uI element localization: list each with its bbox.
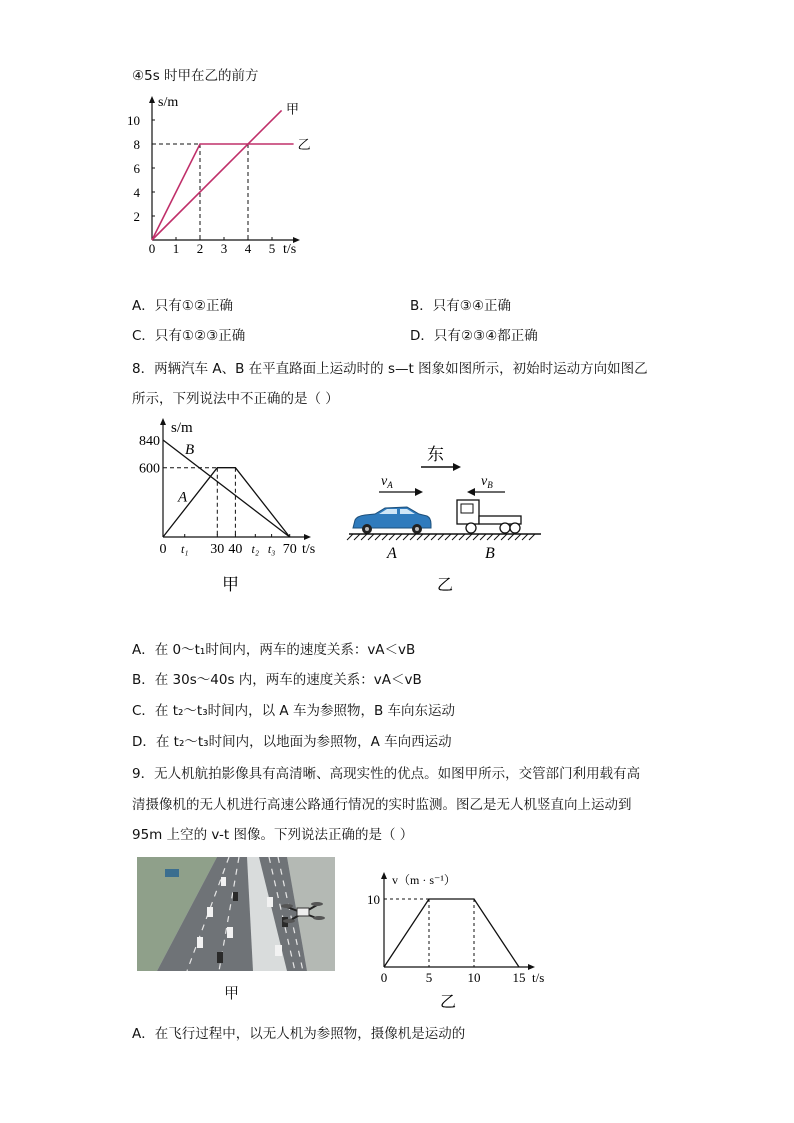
q8-option-b: B．在 30s～40s 内，两车的速度关系：vA＜vB xyxy=(132,672,422,688)
q8-option-a: A．在 0～t₁时间内，两车的速度关系：vA＜vB xyxy=(132,642,416,658)
hatch-mark xyxy=(396,534,402,540)
q9-stem-line2: 清摄像机的无人机进行高速公路通行情况的实时监测。图乙是无人机竖直向上运动到 xyxy=(132,797,632,813)
q7-option-b: B．只有③④正确 xyxy=(410,298,511,314)
x-tick-label: 70 xyxy=(282,542,297,557)
q9-vt-chart xyxy=(360,862,555,1017)
hatch-mark xyxy=(501,534,507,540)
scene-caption: 乙 xyxy=(437,577,454,594)
y-axis-arrow xyxy=(149,96,155,103)
hatch-mark xyxy=(361,534,367,540)
x-axis-label: t/s xyxy=(302,542,316,557)
x-tick-label: t₂ xyxy=(251,542,260,556)
x-axis-label: t/s xyxy=(532,970,545,985)
y-axis-arrow xyxy=(160,418,166,425)
series-label-a: A xyxy=(178,489,188,506)
q9-stem-line1: 9．无人机航拍影像具有高清晰、高现实性的优点。如图甲所示，交管部门利用载有高 xyxy=(132,766,641,782)
x-tick-label: 2 xyxy=(196,241,204,256)
series-line-b xyxy=(163,440,290,537)
x-tick-label: 5 xyxy=(425,970,433,985)
x-tick-label: t₃ xyxy=(267,542,276,556)
car-a xyxy=(353,507,431,534)
east-label: 东 xyxy=(427,445,444,464)
hatch-mark xyxy=(487,534,493,540)
hatch-mark xyxy=(529,534,535,540)
x-tick-label: 40 xyxy=(228,542,243,557)
x-tick-label: 3 xyxy=(220,241,228,256)
y-axis-arrow xyxy=(381,872,387,879)
chart-caption: 甲 xyxy=(222,575,239,594)
hatch-mark xyxy=(403,534,409,540)
y-axis-label: v（m · s⁻¹） xyxy=(392,873,456,887)
q7-statement-4: ④5s 时甲在乙的前方 xyxy=(132,68,259,84)
hatch-mark xyxy=(473,534,479,540)
x-tick-label: 4 xyxy=(244,241,252,256)
truck-b xyxy=(457,500,521,533)
q7-option-c: C．只有①②③正确 xyxy=(132,328,246,344)
series-label-jia: 甲 xyxy=(286,101,300,117)
y-tick-840: 840 xyxy=(139,433,160,449)
series-line-jia xyxy=(152,110,282,240)
hatch-mark xyxy=(375,534,381,540)
hatch-mark xyxy=(417,534,423,540)
y-tick-label: 8 xyxy=(133,137,140,152)
y-tick-label: 10 xyxy=(127,113,140,128)
x-tick-label: 10 xyxy=(467,970,481,985)
hatch-mark xyxy=(522,534,528,540)
x-tick-label: 1 xyxy=(172,241,180,256)
east-arrowhead xyxy=(453,463,461,471)
q8-option-d: D．在 t₂～t₃时间内，以地面为参照物，A 车向西运动 xyxy=(132,734,452,750)
series-label-yi: 乙 xyxy=(297,137,311,152)
x-tick-label: 15 xyxy=(512,970,526,985)
hatch-mark xyxy=(382,534,388,540)
hatch-mark xyxy=(410,534,416,540)
photo-caption: 甲 xyxy=(224,984,240,1002)
hatch-mark xyxy=(515,534,521,540)
hatch-mark xyxy=(459,534,465,540)
x-tick-label: 30 xyxy=(210,542,225,557)
hatch-mark xyxy=(466,534,472,540)
vb-arrowhead xyxy=(467,488,475,496)
y-axis-label: s/m xyxy=(171,420,193,436)
truck-b-label: B xyxy=(485,545,495,562)
series-label-b: B xyxy=(185,441,195,458)
va-arrowhead xyxy=(415,488,423,496)
hatch-mark xyxy=(452,534,458,540)
q8-stem-line2: 所示，下列说法中不正确的是（ ） xyxy=(132,391,339,407)
q8-stem-line1: 8．两辆汽车 A、B 在平直路面上运动时的 s—t 图象如图所示，初始时运动方向如图乙 xyxy=(132,361,648,377)
hatch-mark xyxy=(445,534,451,540)
q9-option-a: A．在飞行过程中，以无人机为参照物，摄像机是运动的 xyxy=(132,1026,466,1042)
velocity-line xyxy=(384,899,519,967)
x-tick-label: 0 xyxy=(380,970,388,985)
q8-option-c: C．在 t₂～t₃时间内，以 A 车为参照物，B 车向东运动 xyxy=(132,703,455,719)
series-line-yi xyxy=(152,144,294,240)
y-axis-label: s/m xyxy=(158,95,179,110)
drone-highway-photo xyxy=(137,857,335,971)
x-tick-label: 0 xyxy=(159,542,167,557)
x-tick-label: t₁ xyxy=(180,542,189,556)
x-tick-label: 0 xyxy=(148,241,156,256)
x-axis-arrow xyxy=(304,534,311,540)
y-tick-600: 600 xyxy=(139,461,160,477)
chart-caption: 乙 xyxy=(440,994,457,1011)
hatch-mark xyxy=(508,534,514,540)
vb-label: $v_B$ xyxy=(481,474,493,490)
hatch-mark xyxy=(431,534,437,540)
q7-option-d: D．只有②③④都正确 xyxy=(410,328,538,344)
hatch-mark xyxy=(494,534,500,540)
y-tick-10: 10 xyxy=(367,892,380,907)
x-axis-label: t/s xyxy=(283,242,297,257)
q9-stem-line3: 95m 上空的 v-t 图像。下列说法正确的是（ ） xyxy=(132,827,414,843)
hatch-mark xyxy=(354,534,360,540)
hatch-mark xyxy=(424,534,430,540)
x-tick-label: 5 xyxy=(268,241,276,256)
hatch-mark xyxy=(368,534,374,540)
q7-st-chart xyxy=(125,90,325,260)
q8-st-chart xyxy=(130,414,340,604)
va-label: $v_A$ xyxy=(381,474,393,490)
y-tick-label: 6 xyxy=(133,161,140,176)
y-tick-label: 2 xyxy=(133,209,140,224)
hatch-mark xyxy=(347,534,353,540)
hatch-mark xyxy=(389,534,395,540)
hatch-mark xyxy=(480,534,486,540)
ground-hatching xyxy=(347,534,535,540)
q8-scene-illustration xyxy=(345,440,545,595)
q7-option-a: A．只有①②正确 xyxy=(132,298,233,314)
car-a-label: A xyxy=(387,545,397,562)
hatch-mark xyxy=(438,534,444,540)
y-tick-label: 4 xyxy=(133,185,140,200)
